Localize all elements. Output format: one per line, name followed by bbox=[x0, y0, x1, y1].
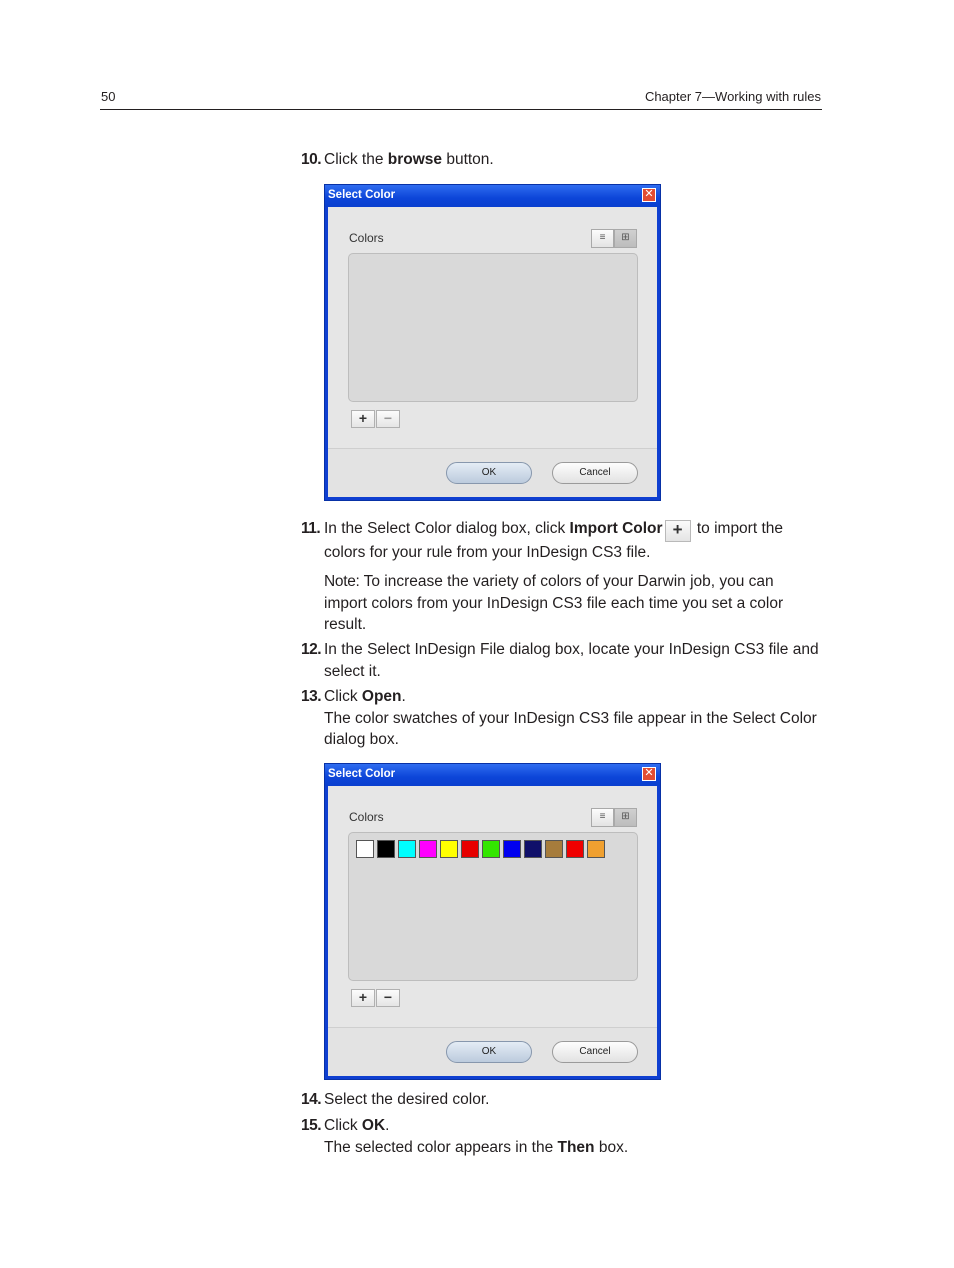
grid-view-icon[interactable]: ⊞ bbox=[614, 229, 637, 248]
page-number: 50 bbox=[101, 89, 116, 104]
text: button. bbox=[442, 151, 494, 168]
text: Click the bbox=[324, 151, 388, 168]
ui-term: Import Color bbox=[569, 520, 663, 537]
result-text: The selected color appears in the bbox=[324, 1138, 558, 1156]
grid-view-icon[interactable]: ⊞ bbox=[614, 808, 637, 827]
dialog-title: Select Color bbox=[328, 768, 396, 780]
color-swatch[interactable] bbox=[440, 840, 458, 858]
dialog-body bbox=[328, 786, 657, 1076]
cancel-button[interactable]: Cancel bbox=[552, 1041, 638, 1063]
ui-term: browse bbox=[387, 151, 443, 168]
color-swatch[interactable] bbox=[524, 840, 542, 858]
chapter-title: Chapter 7—Working with rules bbox=[644, 89, 821, 104]
color-swatch[interactable] bbox=[377, 840, 395, 858]
color-swatch[interactable] bbox=[419, 840, 437, 858]
step-text: In the Select InDesign File dialog box, locate your InDesign CS3 file and select it. bbox=[324, 641, 819, 680]
ui-term: Open bbox=[361, 688, 402, 705]
dialog-titlebar[interactable] bbox=[325, 764, 660, 786]
color-swatch[interactable] bbox=[566, 840, 584, 858]
list-view-icon[interactable]: ≡ bbox=[591, 808, 614, 827]
step-number: 12. bbox=[301, 641, 322, 658]
text: Click bbox=[324, 1117, 362, 1134]
text: In the Select Color dialog box, click bbox=[324, 520, 570, 537]
text: . bbox=[385, 1117, 390, 1134]
note-label: Note: bbox=[324, 573, 360, 590]
text: Click bbox=[324, 688, 362, 705]
note bbox=[324, 571, 821, 636]
cancel-button[interactable]: Cancel bbox=[552, 462, 638, 484]
step-11 bbox=[301, 518, 821, 562]
color-swatch[interactable] bbox=[482, 840, 500, 858]
ok-button[interactable]: OK bbox=[446, 1041, 532, 1063]
select-color-dialog-swatches bbox=[324, 763, 661, 1080]
colors-label: Colors bbox=[349, 231, 384, 245]
text: . bbox=[401, 688, 406, 705]
select-color-dialog-empty bbox=[324, 184, 661, 501]
ok-button[interactable]: OK bbox=[446, 462, 532, 484]
note-text: To increase the variety of colors of your Darwin job, you can import colors from your InDesign CS3 file each time you set a color result. bbox=[324, 573, 784, 633]
swatch-area bbox=[348, 832, 638, 981]
color-swatch[interactable] bbox=[356, 840, 374, 858]
header-rule bbox=[100, 109, 822, 110]
view-toggle bbox=[591, 808, 637, 827]
result-text: The color swatches of your InDesign CS3 file appear in the Select Color dialog box. bbox=[324, 709, 817, 748]
step-text: Select the desired color. bbox=[324, 1091, 490, 1108]
remove-color-button[interactable]: − bbox=[376, 410, 400, 428]
import-color-button[interactable]: + bbox=[351, 410, 375, 428]
color-swatch[interactable] bbox=[587, 840, 605, 858]
dialog-footer bbox=[328, 1028, 657, 1076]
swatch-list bbox=[356, 840, 605, 858]
step-text bbox=[324, 149, 821, 171]
dialog-footer bbox=[328, 449, 657, 497]
step-number: 14. bbox=[301, 1091, 322, 1108]
ui-term: Then bbox=[557, 1138, 595, 1156]
close-button[interactable]: ✕ bbox=[642, 188, 656, 202]
step-number: 10. bbox=[301, 151, 322, 168]
dialog-titlebar[interactable] bbox=[325, 185, 660, 207]
color-swatch[interactable] bbox=[503, 840, 521, 858]
ui-term: OK bbox=[361, 1117, 386, 1134]
view-toggle bbox=[591, 229, 637, 248]
step-text bbox=[324, 1115, 821, 1158]
list-view-icon[interactable]: ≡ bbox=[591, 229, 614, 248]
dialog-title: Select Color bbox=[328, 189, 396, 201]
color-swatch[interactable] bbox=[545, 840, 563, 858]
step-number: 15. bbox=[301, 1117, 322, 1134]
swatch-area bbox=[348, 253, 638, 402]
plus-icon: + bbox=[665, 520, 691, 542]
close-button[interactable]: ✕ bbox=[642, 767, 656, 781]
text: to import the colors for your rule from your InDesign CS3 file. bbox=[324, 520, 784, 561]
colors-label: Colors bbox=[349, 810, 384, 824]
step-text bbox=[324, 686, 821, 751]
result-text: box. bbox=[594, 1138, 629, 1156]
step-number: 13. bbox=[301, 688, 322, 705]
import-color-button[interactable]: + bbox=[351, 989, 375, 1007]
dialog-body bbox=[328, 207, 657, 497]
step-number: 11. bbox=[301, 520, 321, 537]
step-text bbox=[324, 518, 821, 564]
color-swatch[interactable] bbox=[461, 840, 479, 858]
color-swatch[interactable] bbox=[398, 840, 416, 858]
remove-color-button[interactable]: − bbox=[376, 989, 400, 1007]
